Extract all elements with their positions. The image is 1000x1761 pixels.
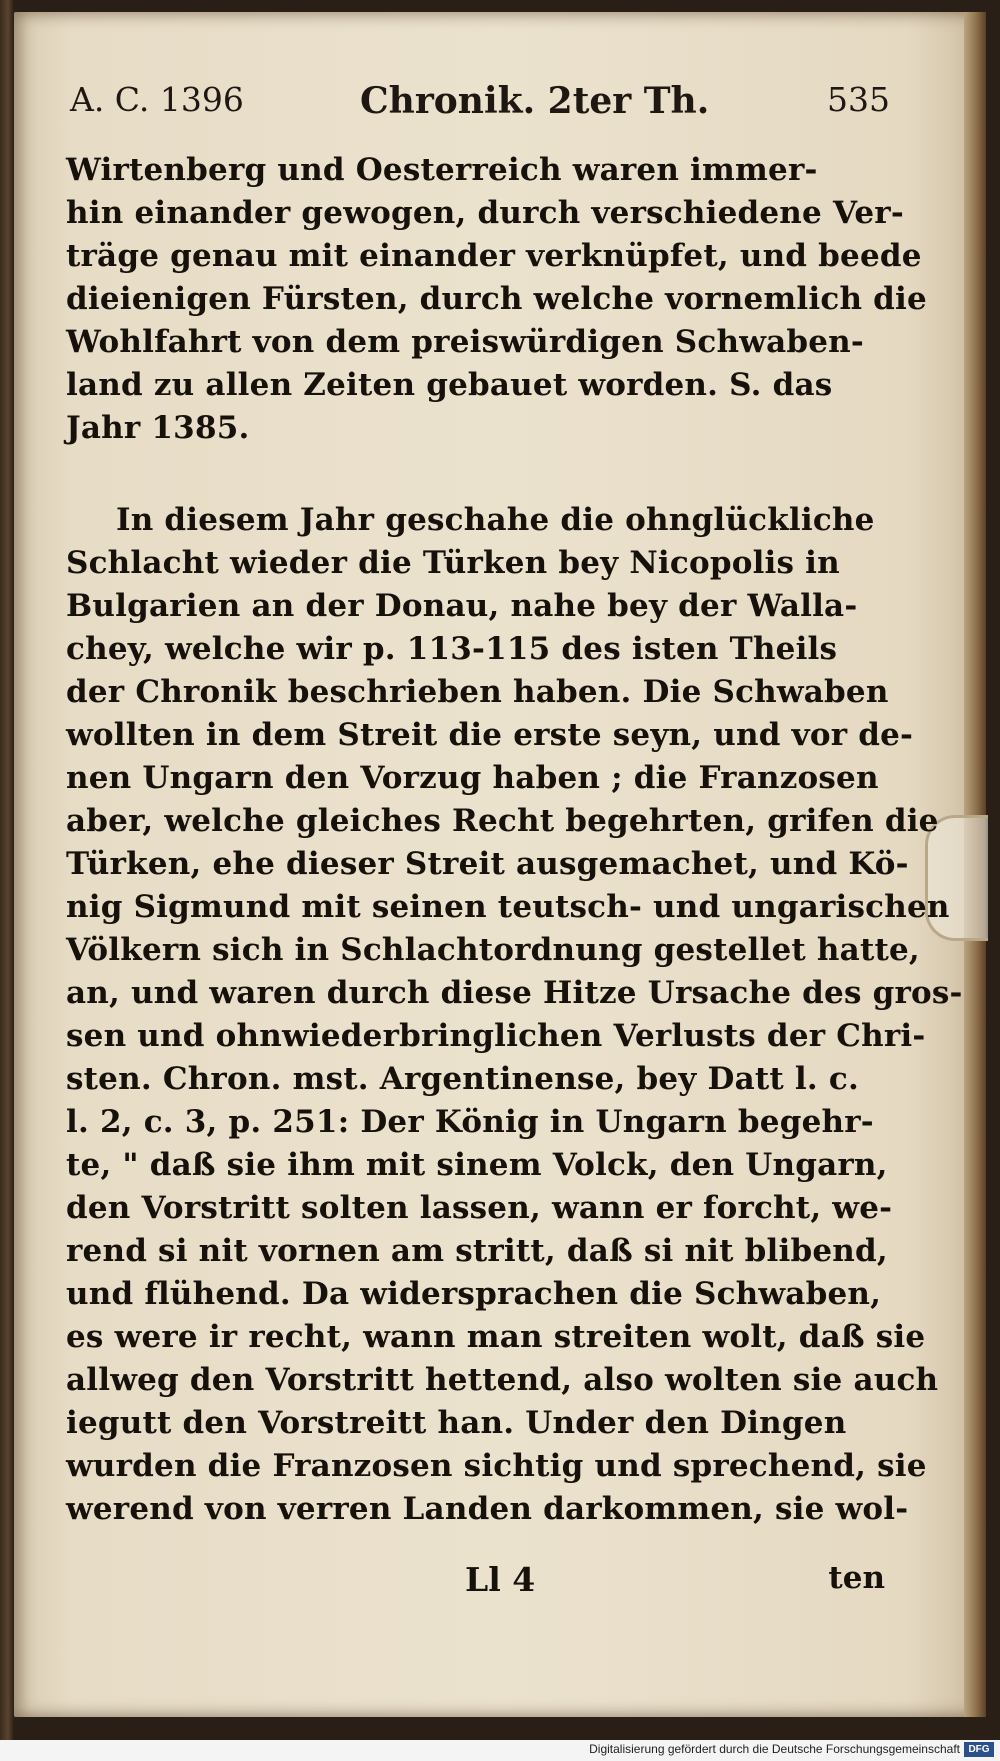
- catchword: ten: [828, 1560, 885, 1596]
- text-line: Bulgarien an der Donau, nahe bey der Walla-: [66, 588, 858, 624]
- text-line: und flühend. Da widersprachen die Schwaben,: [66, 1276, 882, 1312]
- text-line: allweg den Vorstritt hettend, also wolten sie auch: [66, 1362, 939, 1398]
- text-line: sen und ohnwiederbringlichen Verlusts der Chri-: [66, 1018, 926, 1054]
- text-line: Wohlfahrt von dem preiswürdigen Schwaben-: [66, 324, 864, 360]
- footer-credit: Digitalisierung gefördert durch die Deutsche Forschungsgemeinschaft: [589, 1742, 960, 1756]
- text-line: an, und waren durch diese Hitze Ursache des gros-: [66, 975, 963, 1011]
- text-line: l. 2, c. 3, p. 251: Der König in Ungarn begehr-: [66, 1104, 874, 1140]
- text-line: In diesem Jahr geschahe die ohnglückliche: [116, 502, 875, 538]
- text-line: Türken, ehe dieser Streit ausgemachet, und Kö-: [66, 846, 909, 882]
- text-line: wurden die Franzosen sichtig und sprechend, sie: [66, 1448, 927, 1484]
- text-line: hin einander gewogen, durch verschiedene Ver-: [66, 195, 904, 231]
- text-line: Wirtenberg und Oesterreich waren immer-: [66, 152, 818, 188]
- text-line: wollten in dem Streit die erste seyn, und vor de-: [66, 717, 914, 753]
- text-line: den Vorstritt solten lassen, wann er forcht, we-: [66, 1190, 893, 1226]
- header-year: A. C. 1396: [70, 80, 244, 119]
- header-title: Chronik. 2ter Th.: [360, 80, 710, 122]
- text-line: rend si nit vornen am stritt, daß si nit blibend,: [66, 1233, 888, 1269]
- text-line: der Chronik beschrieben haben. Die Schwaben: [66, 674, 889, 710]
- text-line: nen Ungarn den Vorzug haben ; die Franzosen: [66, 760, 879, 796]
- signature-mark: Ll 4: [465, 1560, 536, 1599]
- text-line: dieienigen Fürsten, durch welche vornemlich die: [66, 281, 927, 317]
- dfg-logo: DFG: [964, 1742, 994, 1757]
- text-line: es were ir recht, wann man streiten wolt, daß sie: [66, 1319, 926, 1355]
- text-line: te, " daß sie ihm mit sinem Volck, den Ungarn,: [66, 1147, 888, 1183]
- text-line: iegutt den Vorstreitt han. Under den Dingen: [66, 1405, 847, 1441]
- text-line: land zu allen Zeiten gebauet worden. S. das: [66, 367, 833, 403]
- text-line: chey, welche wir p. 113-115 des isten Theils: [66, 631, 838, 667]
- text-line: träge genau mit einander verknüpfet, und beede: [66, 238, 922, 274]
- page-number: 535: [827, 80, 890, 119]
- text-line: nig Sigmund mit seinen teutsch- und ungarischen: [66, 889, 950, 925]
- text-line: werend von verren Landen darkommen, sie wol-: [66, 1491, 909, 1527]
- text-line: Jahr 1385.: [66, 410, 250, 446]
- text-line: aber, welche gleiches Recht begehrten, grifen die: [66, 803, 939, 839]
- text-line: sten. Chron. mst. Argentinense, bey Datt l. c.: [66, 1061, 859, 1097]
- text-line: Völkern sich in Schlachtordnung gestellet hatte,: [66, 932, 920, 968]
- text-line: Schlacht wieder die Türken bey Nicopolis in: [66, 545, 840, 581]
- running-header: [70, 80, 890, 130]
